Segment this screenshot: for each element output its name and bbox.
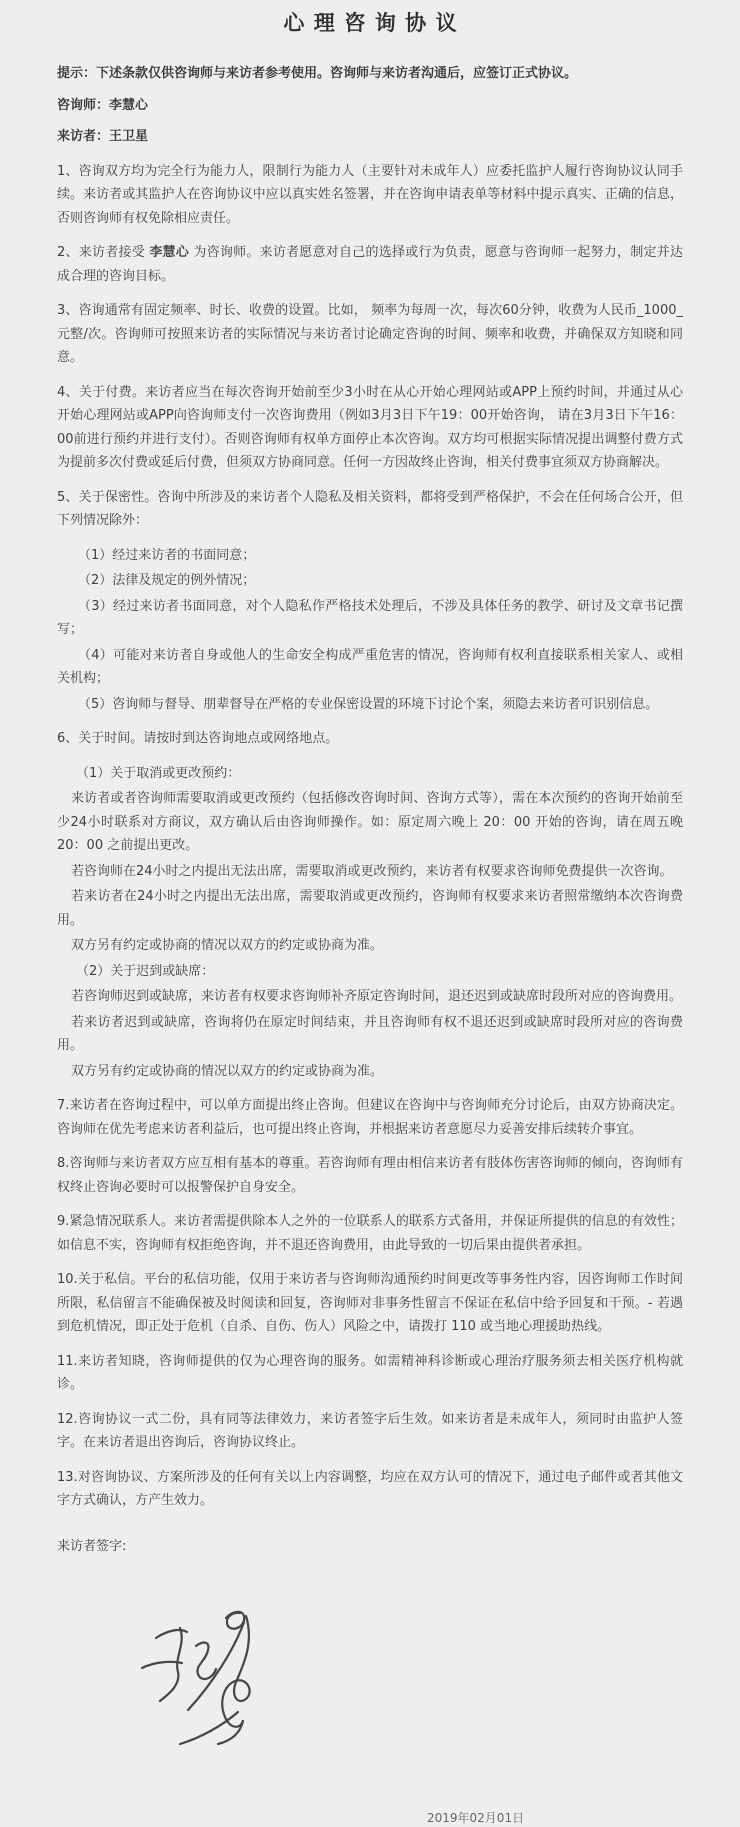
clause: 4、关于付费。来访者应当在每次咨询开始前至少3小时在从心开始心理网站或APP上预约时间，并通过从心开始心理网站或APP向咨询师支付一次咨询费用（例如3月3日下午19：00开始咨询， 请在3月3日下午16：00前进行预约并进行支付）。否则咨询师有权单方面停止本次咨询。双方均可根据实际情况提出调整付费方式为提前多次付费或延后付费，但须双方协商同意。任何一方因故终止咨询，相关付费事宜须双方协商解决。 — [57, 384, 683, 470]
clause: 9.紧急情况联系人。来访者需提供除本人之外的一位联系人的联系方式备用，并保证所提供的信息的有效性；如信息不实，咨询师有权拒绝咨询，并不退还咨询费用，由此导致的一切后果由提供者承担。 — [57, 1214, 683, 1253]
clause-subline: （1）经过来访者的书面同意； — [78, 547, 256, 563]
clause-subline: 若来访者在24小时之内提出无法出席，需要取消或更改预约，咨询师有权要求来访者照常缴纳本次咨询费用。 — [57, 889, 683, 928]
clause-subline: 若来访者迟到或缺席，咨询将仍在原定时间结束，并且咨询师有权不退还迟到或缺席时段所对应的咨询费用。 — [57, 1014, 683, 1053]
hint-line: 提示：下述条款仅供咨询师与来访者参考使用。咨询师与来访者沟通后，应签订正式协议。 — [57, 66, 578, 81]
visitor-signature-label: 来访者签字: — [57, 1538, 127, 1554]
clause-subline: （1）关于取消或更改预约： — [76, 765, 241, 781]
counselor-name: 李慧心 — [109, 97, 149, 113]
handwritten-signature — [140, 1604, 310, 1754]
clause: 10.关于私信。平台的私信功能，仅用于来访者与咨询师沟通预约时间更改等事务性内容，因咨询师工作时间所限，私信留言不能确保被及时阅读和回复，咨询师对非事务性留言不保证在私信中给予回复和干预。- 若遇到危机情况，即正处于危机（自杀、自伤、伤人）风险之中，请拨打 110 或当地心理援助热线。 — [57, 1272, 683, 1334]
clause-subline: （2）法律及规定的例外情况； — [78, 573, 256, 588]
counselor-name-inline: 李慧心 — [149, 245, 190, 260]
clause-subline: （4）可能对来访者自身或他人的生命安全构成严重危害的情况，咨询师有权利直接联系相关家人、或相关机构； — [57, 647, 683, 686]
clause-subline: 若咨询师在24小时之内提出无法出席，需要取消或更改预约，来访者有权要求咨询师免费提供一次咨询。 — [71, 863, 673, 879]
clause: 8.咨询师与来访者双方应互相有基本的尊重。若咨询师有理由相信来访者有肢体伤害咨询师的倾向，咨询师有权终止咨询必要时可以报警保护自身安全。 — [57, 1156, 683, 1195]
visitor-line — [57, 125, 683, 149]
visitor-label: 来访者： — [57, 129, 110, 144]
clause-subline: （3）经过来访者书面同意，对个人隐私作严格技术处理后，不涉及具体任务的教学、研讨及文章书记撰写； — [57, 598, 683, 637]
visitor-name: 王卫星 — [109, 129, 149, 144]
clause-subline: 若咨询师迟到或缺席，来访者有权要求咨询师补齐原定咨询时间，退还迟到或缺席时段所对应的咨询费用。 — [71, 989, 683, 1004]
clause-text: 为咨询师。来访者愿意对自己的选择或行为负责，愿意与咨询师一起努力，制定并达成合理的咨询目标。 — [57, 245, 683, 284]
clause: 13.对咨询协议、方案所涉及的任何有关以上内容调整，均应在双方认可的情况下，通过电子邮件或者其他文字方式确认，方产生效力。 — [57, 1469, 683, 1508]
signature-date: 2019年02月01日 — [427, 1811, 525, 1825]
clause-subline: 双方另有约定或协商的情况以双方的约定或协商为准。 — [71, 938, 384, 953]
counselor-line — [57, 94, 683, 118]
clause-subline: 双方另有约定或协商的情况以双方的约定或协商为准。 — [71, 1063, 384, 1079]
page-title: 心理咨询协议 — [283, 11, 467, 35]
clause-text: 2、来访者接受 — [57, 245, 150, 260]
signature-ink-strokes — [140, 1604, 310, 1754]
clause — [57, 241, 683, 288]
clause: 11.来访者知晓，咨询师提供的仅为心理咨询的服务。如需精神科诊断或心理治疗服务须去相关医疗机构就诊。 — [57, 1353, 683, 1392]
clause: 1、咨询双方均为完全行为能力人，限制行为能力人（主要针对未成年人）应委托监护人履行咨询协议认同手续。来访者或其监护人在咨询协议中应以真实姓名签署，并在咨询申请表单等材料中提示真实、正确的信息，否则咨询师有权免除相应责任。 — [57, 163, 683, 226]
clause-subline: （5）咨询师与督导、朋辈督导在严格的专业保密设置的环境下讨论个案，须隐去来访者可识别信息。 — [78, 696, 659, 712]
clause: 12.咨询协议一式二份，具有同等法律效力，来访者签字后生效。如来访者是未成年人，须同时由监护人签字。在来访者退出咨询后，咨询协议终止。 — [57, 1411, 683, 1450]
clause: 7.来访者在咨询过程中，可以单方面提出终止咨询。但建议在咨询中与咨询师充分讨论后，由双方协商决定。咨询师在优先考虑来访者利益后，也可提出终止咨询，并根据来访者意愿尽力妥善安排后续转介事宜。 — [57, 1098, 683, 1137]
clause-subline: （2）关于迟到或缺席： — [76, 963, 215, 979]
clause-subline: 来访者或者咨询师需要取消或更改预约（包括修改咨询时间、咨询方式等），需在本次预约的咨询开始前至少24小时联系对方商议，双方确认后由咨询师操作。如：原定周六晚上 20：00 开始的咨询，请在周五晚 20：00 之前提出更改。 — [57, 791, 683, 853]
clause: 5、关于保密性。咨询中所涉及的来访者个人隐私及相关资料，都将受到严格保护，不会在任何场合公开，但下列情况除外： — [57, 489, 683, 528]
clause: 3、咨询通常有固定频率、时长、收费的设置。比如， 频率为每周一次，每次60分钟，收费为人民币_1000_元整/次。咨询师可按照来访者的实际情况与来访者讨论确定咨询的时间、频率和收费，并确保双方知晓和同意。 — [57, 303, 683, 365]
clause: 6、关于时间。请按时到达咨询地点或网络地点。 — [57, 731, 339, 746]
counselor-label: 咨询师： — [57, 97, 110, 113]
clauses — [57, 160, 683, 1513]
